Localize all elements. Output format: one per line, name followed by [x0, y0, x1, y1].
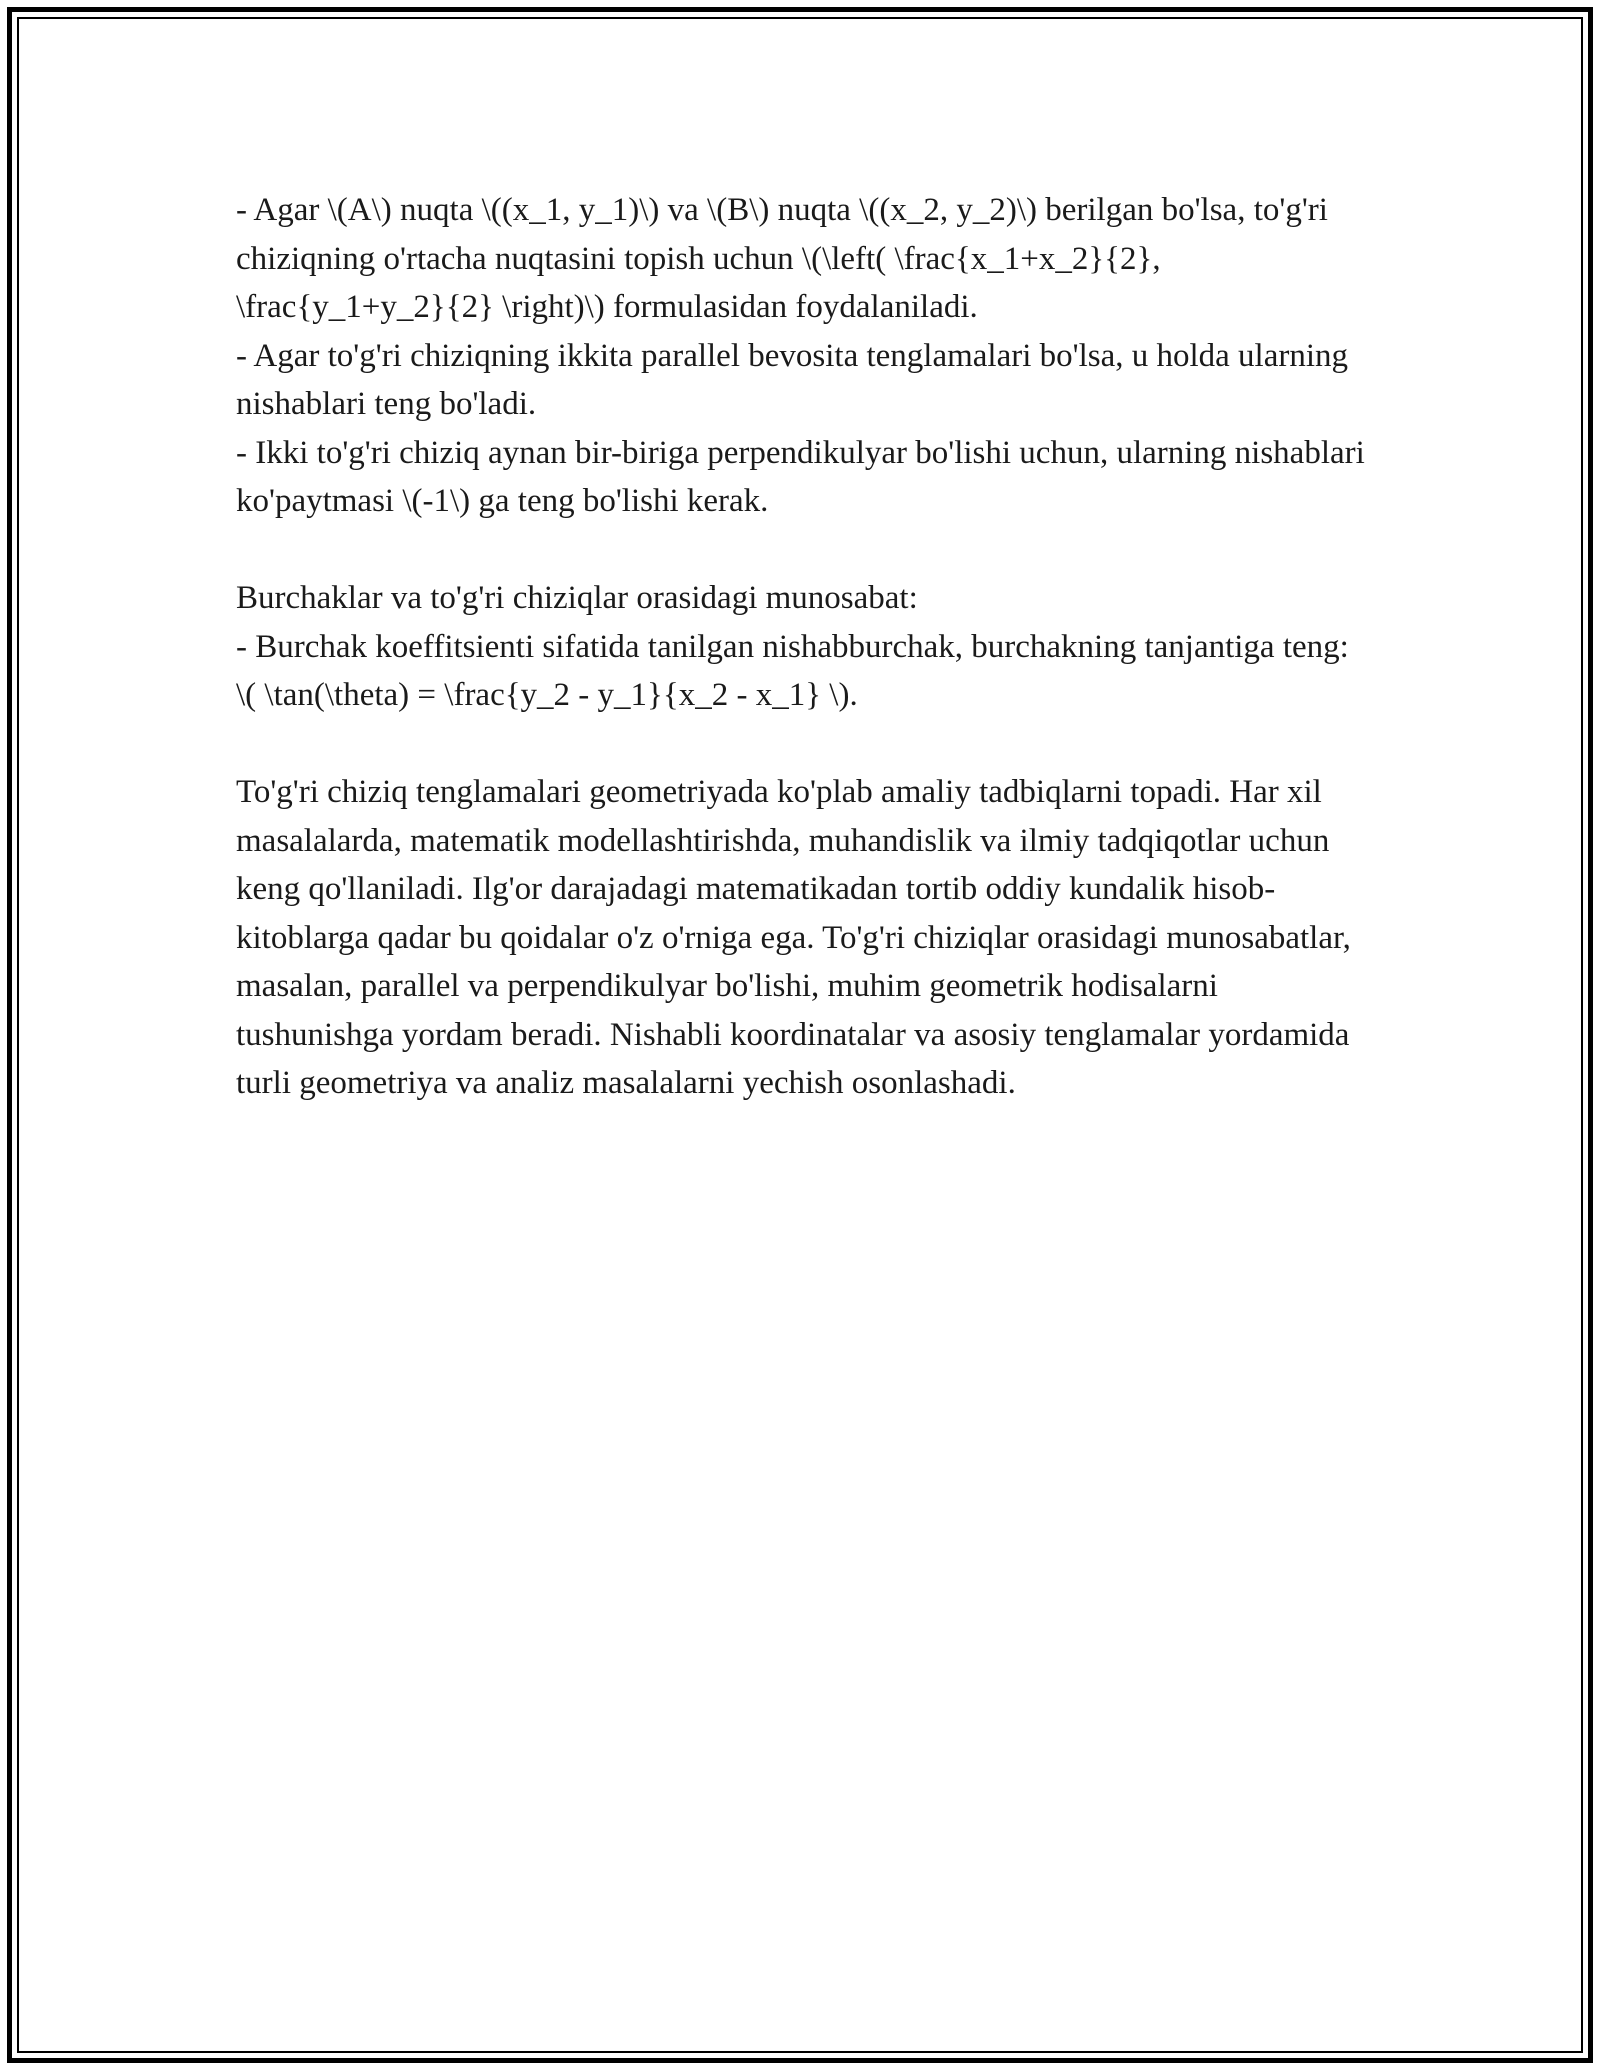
applications-paragraph: To'g'ri chiziq tenglamalari geometriyada ko'plab amaliy tadbiqlarni topadi. Har xil masalalarda, matematik modellashtirishda, muhandislik va ilmiy tadqiqotlar uchun keng qo'llaniladi. Ilg'or darajadagi matematikadan tortib oddiy kundalik hisob-kitoblarga qadar bu qoidalar o'z o'rniga ega. To'g'ri chiziqlar orasidagi munosabatlar, masalan, parallel va perpendikulyar bo'lishi, muhim geometrik hodisalarni tushunishga yordam beradi. Nishabli koordinatalar va asosiy tenglamalar yordamida turli geometriya va analiz masalalarni yechish osonlashadi.	[236, 774, 1351, 1101]
perpendicular-lines-bullet: - Ikki to'g'ri chiziq aynan bir-biriga perpendikulyar bo'lishi uchun, ularning nishablari ko'paytmasi \(-1\) ga teng bo'lishi kerak.	[236, 434, 1365, 519]
paragraph-spacer	[236, 526, 1366, 575]
midpoint-bullet: - Agar \(A\) nuqta \((x_1, y_1)\) va \(B\) nuqta \((x_2, y_2)\) berilgan bo'lsa, to'g'ri chiziqning o'rtacha nuqtasini topish uchun \(\left( \frac{x_1+x_2}{2}, \frac{y_1+y_2}{2} \right)\) formulasidan foydalaniladi.	[236, 192, 1328, 325]
slope-angle-bullet: - Burchak koeffitsienti sifatida tanilgan nishabburchak, burchakning tanjantiga teng: \( \tan(\theta) = \frac{y_2 - y_1}{x_2 - x_1} \).	[236, 628, 1349, 713]
document-body	[236, 186, 1366, 1108]
paragraph-spacer	[236, 720, 1366, 769]
section-heading: Burchaklar va to'g'ri chiziqlar orasidagi munosabat:	[236, 580, 918, 616]
parallel-lines-bullet: - Agar to'g'ri chiziqning ikkita parallel bevosita tenglamalari bo'lsa, u holda ularning nishablari teng bo'ladi.	[236, 337, 1349, 422]
